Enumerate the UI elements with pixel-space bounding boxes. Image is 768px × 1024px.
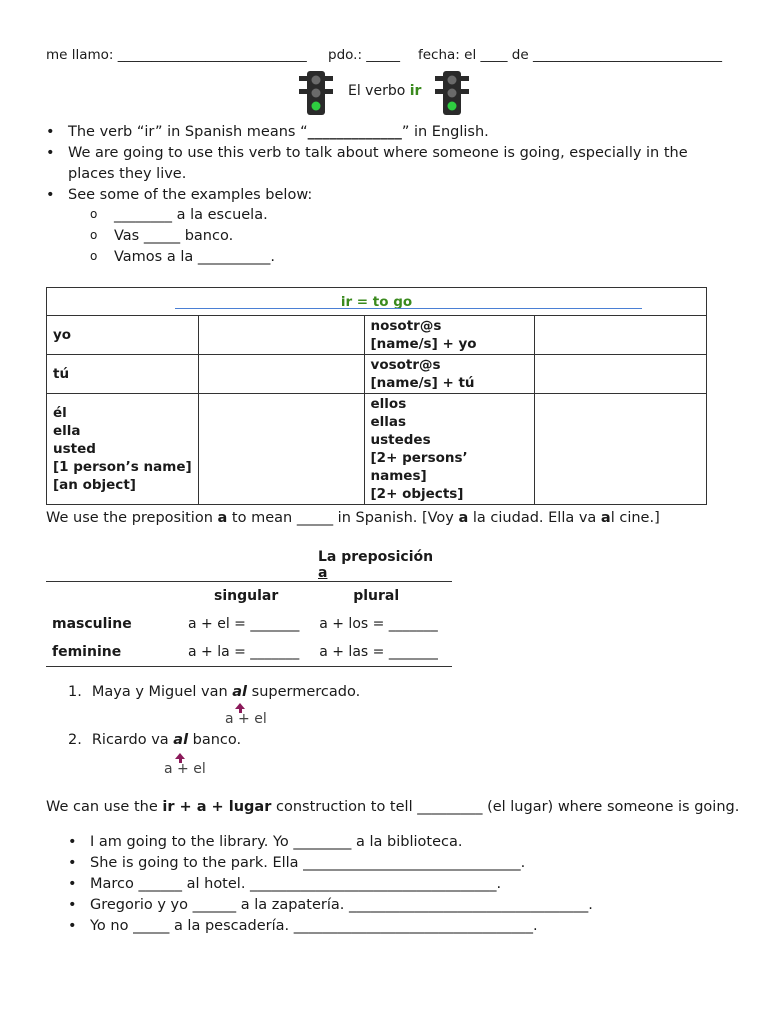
row-label: masculine — [52, 616, 132, 632]
date-field[interactable]: fecha: el ____ de ____________________________ — [418, 47, 722, 63]
list-item: o Vamos a la __________. — [90, 247, 275, 268]
list-item: • The verb “ir” in Spanish means “_____________” in English. — [46, 122, 688, 143]
conjugation-table — [46, 287, 707, 505]
list-item: • Gregorio y yo ______ a la zapatería. _________________________________. — [68, 895, 593, 916]
answer-cell[interactable] — [535, 316, 707, 355]
name-field[interactable]: me llamo: ____________________________ — [46, 47, 307, 63]
header-underline — [175, 308, 642, 309]
list-item: • We are going to use this verb to talk about where someone is going, especially in the places they live. — [46, 143, 688, 185]
period-field[interactable]: pdo.: _____ — [328, 47, 401, 63]
column-header: plural — [353, 588, 400, 604]
numbered-item: 1. Maya y Miguel van al supermercado. — [68, 684, 361, 700]
table-row — [47, 316, 707, 355]
table-cell: a + las = _______ — [319, 644, 438, 660]
table-row — [46, 638, 452, 667]
list-item: o Vas _____ banco. — [90, 226, 275, 247]
list-item: • She is going to the park. Ella ______________________________. — [68, 853, 593, 874]
pronoun-cell: él ella usted [1 person’s name] [an object] — [47, 394, 199, 505]
row-label: feminine — [52, 644, 122, 660]
exercise-list — [68, 832, 593, 937]
list-item: • See some of the examples below: — [46, 185, 688, 206]
preposition-table — [46, 549, 452, 667]
table-cell: a + los = _______ — [319, 616, 438, 632]
list-item: • Yo no _____ a la pescadería. _________________________________. — [68, 916, 593, 937]
answer-cell[interactable] — [535, 394, 707, 505]
pronoun-cell: vosotr@s [name/s] + tú — [364, 355, 535, 394]
table-row — [46, 610, 452, 638]
answer-cell[interactable] — [198, 355, 364, 394]
construction-sentence: We can use the ir + a + lugar construction to tell _________ (el lugar) where someone is going. — [46, 799, 740, 815]
traffic-light-icon — [434, 70, 470, 116]
contraction-note: a + el — [164, 761, 206, 777]
answer-cell[interactable] — [535, 355, 707, 394]
answer-cell[interactable] — [198, 316, 364, 355]
traffic-light-icon — [298, 70, 334, 116]
pronoun-cell: tú — [47, 355, 199, 394]
pronoun-cell: nosotr@s [name/s] + yo — [364, 316, 535, 355]
list-item: o ________ a la escuela. — [90, 205, 275, 226]
list-item: • Marco ______ al hotel. __________________________________. — [68, 874, 593, 895]
table-cell: a + la = _______ — [188, 644, 300, 660]
table-row — [47, 355, 707, 394]
answer-cell[interactable] — [198, 394, 364, 505]
table-title: La preposición a — [318, 549, 434, 581]
intro-bullets — [46, 122, 688, 206]
page-title: El verbo ir — [348, 83, 422, 99]
example-list — [90, 205, 275, 268]
preposition-sentence: We use the preposition a to mean _____ in Spanish. [Voy a la ciudad. Ella va al cine.] — [46, 510, 660, 526]
table-header: ir = to go — [47, 288, 707, 316]
table-cell: a + el = _______ — [188, 616, 300, 632]
column-header: singular — [214, 588, 279, 604]
contraction-note: a + el — [225, 711, 267, 727]
pronoun-cell: yo — [47, 316, 199, 355]
table-row — [47, 394, 707, 505]
list-item: • I am going to the library. Yo ________ a la biblioteca. — [68, 832, 593, 853]
numbered-item: 2. Ricardo va al banco. — [68, 732, 242, 748]
pronoun-cell: ellos ellas ustedes [2+ persons’ names] [2+ objects] — [364, 394, 535, 505]
